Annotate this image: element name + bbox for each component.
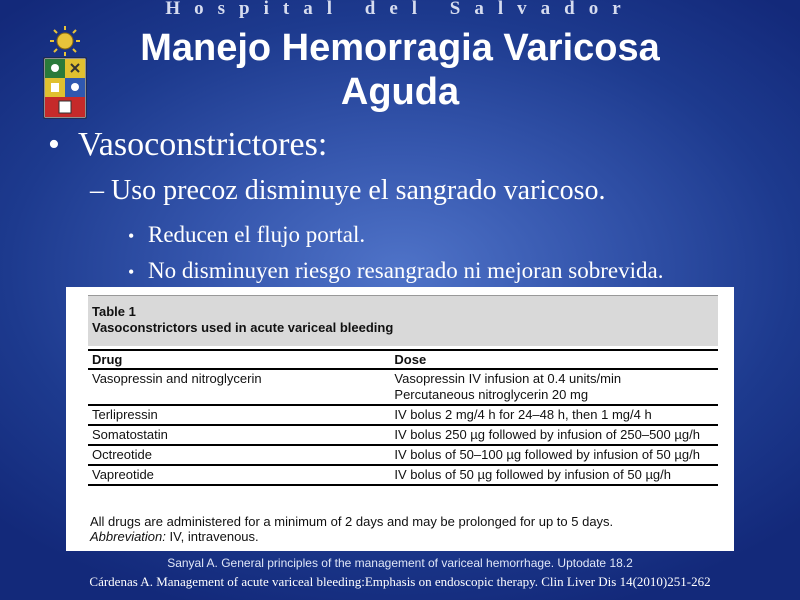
bullet-dot-icon: • (128, 226, 135, 246)
dose-cell: IV bolus of 50–100 µg followed by infusion of 50 µg/h (390, 445, 718, 465)
abbreviation-line (90, 529, 730, 544)
bullet-dot-icon: • (128, 262, 135, 282)
table-row (88, 425, 718, 445)
drug-cell: Octreotide (88, 445, 390, 465)
table-row (88, 445, 718, 465)
reference-2: Cárdenas A. Management of acute variceal bleeding:Emphasis on endoscopic therapy. Clin Liver Dis 14(2010)251-262 (89, 574, 711, 589)
hospital-banner: Hospital del Salvador (165, 0, 635, 19)
dash-icon: – (90, 175, 111, 206)
bullet-dot-icon: • (48, 126, 60, 163)
abbreviation-text: IV, intravenous. (169, 529, 259, 544)
table-row (88, 369, 718, 405)
bullet-text: Reducen el flujo portal. (148, 222, 366, 247)
table-number: Table 1 (92, 304, 136, 319)
drug-cell: Somatostatin (88, 425, 390, 445)
drug-table (88, 349, 718, 486)
column-header-dose: Dose (390, 350, 718, 369)
slide-title (60, 26, 740, 114)
dose-cell: IV bolus 250 µg followed by infusion of 250–500 µg/h (390, 425, 718, 445)
abbreviation-label: Abbreviation: (90, 529, 166, 544)
bullet-level-3 (128, 222, 365, 248)
drug-cell: Vasopressin and nitroglycerin (88, 369, 390, 405)
dose-cell (390, 369, 718, 405)
footnote-text: All drugs are administered for a minimum of 2 days and may be prolonged for up to 5 days. (90, 514, 614, 529)
dose-cell: IV bolus of 50 µg followed by infusion of 50 µg/h (390, 465, 718, 485)
table-footnote (90, 514, 730, 544)
dose-line: Vasopressin IV infusion at 0.4 units/min (394, 371, 622, 386)
reference-1: Sanyal A. General principles of the management of variceal hemorrhage. Uptodate 18.2 (167, 556, 633, 570)
table-header (88, 295, 718, 346)
title-line-2: Aguda (340, 71, 460, 113)
dose-cell: IV bolus 2 mg/4 h for 24–48 h, then 1 mg/4 h (390, 405, 718, 425)
table-header-row (88, 350, 718, 369)
title-line-1: Manejo Hemorragia Varicosa (140, 27, 660, 69)
bullet-text: Uso precoz disminuye el sangrado varicoso. (111, 175, 606, 206)
drug-cell: Terlipressin (88, 405, 390, 425)
vasoconstrictors-table-image (66, 287, 734, 551)
table-row (88, 405, 718, 425)
column-header-drug: Drug (88, 350, 390, 369)
table-row (88, 465, 718, 485)
table-caption: Vasoconstrictors used in acute variceal bleeding (92, 320, 394, 335)
bullet-text: No disminuyen riesgo resangrado ni mejoran sobrevida. (148, 258, 664, 283)
bullet-level-1 (48, 126, 327, 164)
bullet-level-2 (90, 175, 606, 207)
drug-cell: Vapreotide (88, 465, 390, 485)
bullet-level-3 (128, 258, 663, 284)
bullet-text: Vasoconstrictores: (78, 126, 328, 163)
dose-line: Percutaneous nitroglycerin 20 mg (394, 387, 589, 402)
